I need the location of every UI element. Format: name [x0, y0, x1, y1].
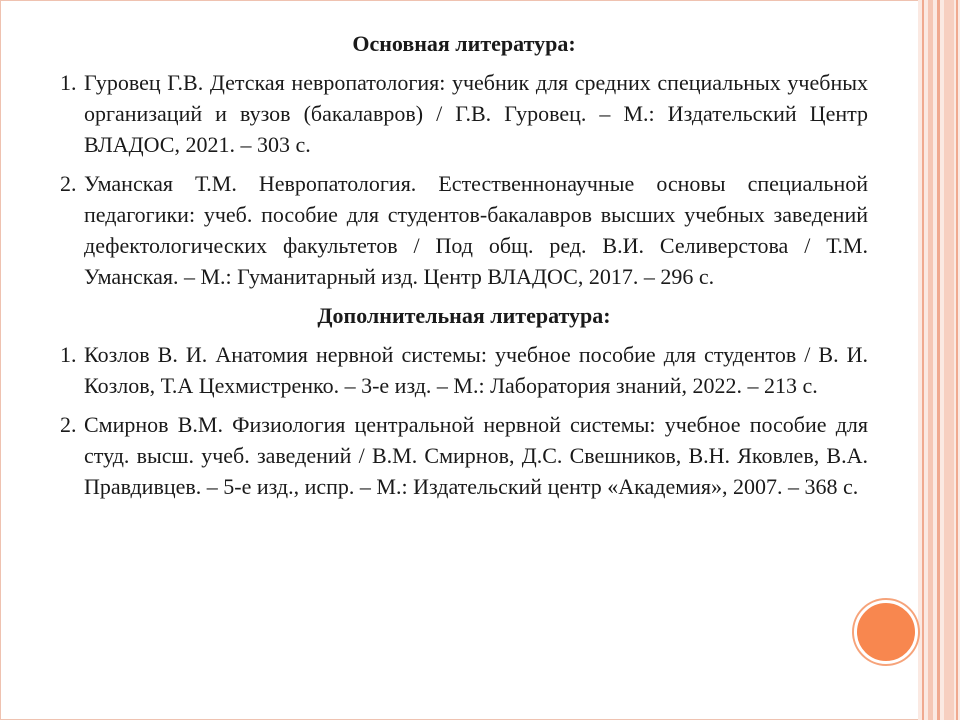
stripe — [922, 0, 924, 720]
entry-number: 1. — [60, 70, 77, 95]
entry-number: 1. — [60, 342, 77, 367]
main-entry-1 — [60, 67, 868, 160]
additional-entry-1 — [60, 339, 868, 401]
slide-content — [60, 28, 868, 510]
decorative-circle — [854, 600, 918, 664]
additional-literature-heading: Дополнительная литература: — [317, 303, 611, 328]
decorative-stripes — [918, 0, 960, 720]
stripe — [956, 0, 958, 720]
stripe — [928, 0, 933, 720]
stripe — [937, 0, 940, 720]
entry-number: 2. — [60, 412, 77, 437]
entry-text: Смирнов В.М. Физиология центральной нервной системы: учебное пособие для студ. высш. учеб. заведений / В.М. Смирнов, Д.С. Свешников, В.Н. Яковлев, В.А. Правдивцев. – 5-е изд., испр. – М.: Издательский центр «Академия», 2007. – 368 с. — [84, 412, 868, 499]
main-literature-heading: Основная литература: — [352, 31, 576, 56]
entry-text: Уманская Т.М. Невропатология. Естественнонаучные основы специальной педагогики: учеб. пособие для студентов-бакалавров высших учебных заведений дефектологических факультетов / Под общ. ред. В.И. Селиверстова / Т.М. Уманская. – М.: Гуманитарный изд. Центр ВЛАДОС, 2017. – 296 с. — [84, 171, 868, 289]
entry-text: Козлов В. И. Анатомия нервной системы: учебное пособие для студентов / В. И. Козлов, Т.А Цехмистренко. – 3-е изд. – М.: Лаборатория знаний, 2022. – 213 с. — [84, 342, 868, 398]
additional-entry-2 — [60, 409, 868, 502]
main-entry-2 — [60, 168, 868, 292]
entry-text: Гуровец Г.В. Детская невропатология: учебник для средних специальных учебных организаций и вузов (бакалавров) / Г.В. Гуровец. – М.: Издательский Центр ВЛАДОС, 2021. – 303 с. — [84, 70, 868, 157]
entry-number: 2. — [60, 171, 77, 196]
stripe — [944, 0, 954, 720]
